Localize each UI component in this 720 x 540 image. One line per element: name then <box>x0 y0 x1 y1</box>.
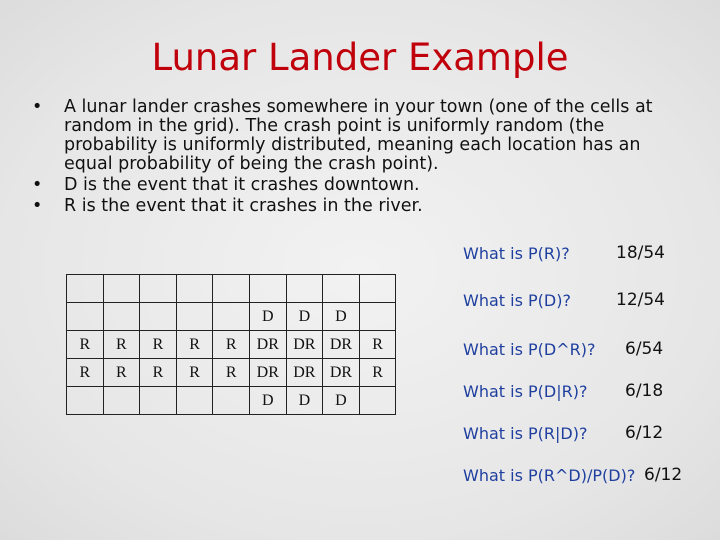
grid-cell <box>286 275 323 303</box>
answer-text: 18/54 <box>616 243 665 263</box>
grid-cell <box>140 275 177 303</box>
town-grid <box>66 274 396 415</box>
grid-cell <box>359 275 396 303</box>
grid-row <box>67 331 396 359</box>
grid-cell: DR <box>323 331 360 359</box>
grid-cell <box>140 303 177 331</box>
grid-cell: R <box>176 359 213 387</box>
grid-cell <box>67 275 104 303</box>
question-text: What is P(R^D)/P(D)? <box>463 466 636 485</box>
grid-cell <box>176 275 213 303</box>
grid-cell: R <box>67 331 104 359</box>
bullet-text: A lunar lander crashes somewhere in your town (one of the cells at random in the grid). The crash point is uniformly random (the probability is uniformly distributed, meaning each location has an equal probability of being the crash point). <box>64 97 653 174</box>
grid-cell: D <box>323 303 360 331</box>
question-text: What is P(D)? <box>463 291 571 310</box>
grid-row <box>67 275 396 303</box>
grid-cell <box>67 303 104 331</box>
grid-cell <box>213 303 250 331</box>
bullet-item <box>30 197 680 216</box>
grid-row <box>67 303 396 331</box>
bullet-icon: • <box>32 97 43 117</box>
grid-cell: DR <box>249 359 286 387</box>
grid-cell: D <box>249 387 286 415</box>
grid-cell <box>176 387 213 415</box>
grid-cell: R <box>213 331 250 359</box>
grid-cell: R <box>140 359 177 387</box>
grid-cell: DR <box>249 331 286 359</box>
grid-cell <box>103 275 140 303</box>
grid-cell <box>359 387 396 415</box>
grid-cell <box>213 387 250 415</box>
answer-text: 6/54 <box>625 339 664 359</box>
grid-cell <box>103 303 140 331</box>
grid-cell: D <box>249 303 286 331</box>
grid-cell: R <box>140 331 177 359</box>
grid-cell <box>140 387 177 415</box>
grid-cell: R <box>176 331 213 359</box>
grid-cell: D <box>323 387 360 415</box>
answer-text: 6/12 <box>644 465 683 485</box>
answer-text: 6/18 <box>625 381 664 401</box>
grid-row <box>67 387 396 415</box>
grid-cell: R <box>359 359 396 387</box>
grid-cell <box>67 387 104 415</box>
grid-cell: D <box>286 303 323 331</box>
question-text: What is P(R|D)? <box>463 424 588 443</box>
grid-cell: R <box>213 359 250 387</box>
bullet-text: R is the event that it crashes in the river. <box>64 196 423 216</box>
bullet-icon: • <box>32 175 43 195</box>
grid-cell <box>176 303 213 331</box>
grid-cell <box>213 275 250 303</box>
answer-text: 6/12 <box>625 423 664 443</box>
question-text: What is P(R)? <box>463 244 570 263</box>
grid-cell: R <box>67 359 104 387</box>
grid-row <box>67 359 396 387</box>
grid-cell: R <box>103 359 140 387</box>
grid-cell <box>103 387 140 415</box>
grid-cell: DR <box>323 359 360 387</box>
grid-cell: D <box>286 387 323 415</box>
grid-cell <box>323 275 360 303</box>
bullet-item <box>30 176 680 195</box>
grid-cell: R <box>359 331 396 359</box>
bullet-item <box>30 98 680 174</box>
question-text: What is P(D^R)? <box>463 340 596 359</box>
answer-text: 12/54 <box>616 290 665 310</box>
grid-cell: DR <box>286 331 323 359</box>
bullet-list <box>30 98 680 218</box>
grid-cell <box>249 275 286 303</box>
bullet-icon: • <box>32 196 43 216</box>
bullet-text: D is the event that it crashes downtown. <box>64 175 420 195</box>
grid-cell: DR <box>286 359 323 387</box>
slide-title: Lunar Lander Example <box>151 36 569 79</box>
grid-cell: R <box>103 331 140 359</box>
question-text: What is P(D|R)? <box>463 382 588 401</box>
grid-cell <box>359 303 396 331</box>
